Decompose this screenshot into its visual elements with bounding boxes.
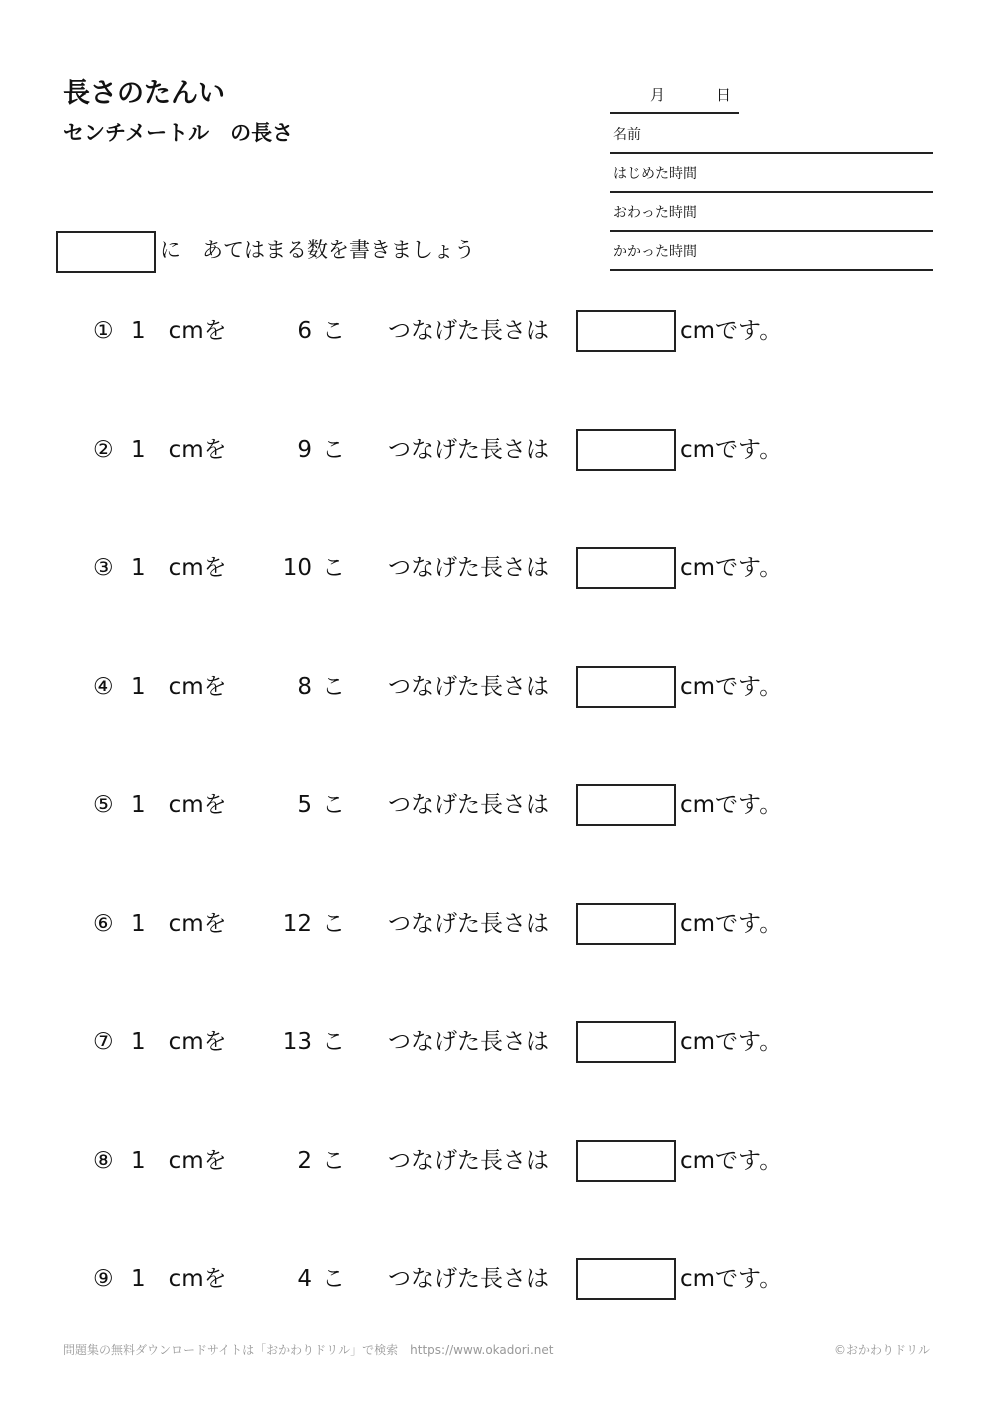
name-field [610, 114, 933, 154]
end-time-label: おわった時間 [613, 205, 697, 221]
problem-row [0, 666, 1000, 708]
answer-box[interactable] [576, 310, 676, 352]
elapsed-time-label: かかった時間 [613, 244, 697, 260]
problem-count: 5 [297, 792, 312, 818]
problem-number: ⑦ [93, 1029, 114, 1055]
answer-box[interactable] [576, 784, 676, 826]
problem-base-unit: 1 cmを [131, 437, 227, 463]
problem-unit: cmです。 [680, 1029, 783, 1055]
problem-unit: cmです。 [680, 437, 783, 463]
answer-box[interactable] [576, 1021, 676, 1063]
problem-text: つなげた長さは [388, 1148, 549, 1174]
answer-box[interactable] [576, 666, 676, 708]
problem-number: ⑤ [93, 792, 114, 818]
problem-row [0, 1258, 1000, 1300]
date-field [610, 80, 739, 114]
problem-number: ③ [93, 555, 114, 581]
problem-count: 10 [282, 555, 312, 581]
problem-counter-word: こ [322, 911, 345, 937]
answer-box[interactable] [576, 1140, 676, 1182]
problem-counter-word: こ [322, 792, 345, 818]
day-label: 日 [716, 86, 732, 104]
instruction-text: に あてはまる数を書きましょう [160, 238, 475, 262]
problem-unit: cmです。 [680, 1148, 783, 1174]
problem-text: つなげた長さは [388, 1266, 549, 1292]
problem-number: ⑨ [93, 1266, 114, 1292]
problem-counter-word: こ [322, 674, 345, 700]
problem-row [0, 784, 1000, 826]
problem-unit: cmです。 [680, 792, 783, 818]
start-time-field [610, 153, 933, 193]
problem-text: つなげた長さは [388, 911, 549, 937]
problem-unit: cmです。 [680, 674, 783, 700]
problem-base-unit: 1 cmを [131, 1266, 227, 1292]
example-answer-box [56, 231, 156, 273]
problem-count: 4 [297, 1266, 312, 1292]
problem-unit: cmです。 [680, 555, 783, 581]
problem-text: つなげた長さは [388, 792, 549, 818]
worksheet-subtitle: センチメートル の長さ [63, 121, 294, 145]
problem-base-unit: 1 cmを [131, 792, 227, 818]
problem-base-unit: 1 cmを [131, 1148, 227, 1174]
problem-row [0, 903, 1000, 945]
problem-counter-word: こ [322, 555, 345, 581]
name-label: 名前 [613, 127, 641, 143]
problem-text: つなげた長さは [388, 318, 549, 344]
problem-count: 9 [297, 437, 312, 463]
problem-counter-word: こ [322, 318, 345, 344]
problem-base-unit: 1 cmを [131, 555, 227, 581]
answer-box[interactable] [576, 547, 676, 589]
problem-row [0, 1140, 1000, 1182]
start-time-label: はじめた時間 [613, 166, 697, 182]
problem-text: つなげた長さは [388, 1029, 549, 1055]
problem-number: ④ [93, 674, 114, 700]
problem-number: ⑧ [93, 1148, 114, 1174]
problem-counter-word: こ [322, 1029, 345, 1055]
footer-site-note: 問題集の無料ダウンロードサイトは「おかわりドリル」で検索 https://www.okadori.net [63, 1343, 554, 1357]
elapsed-time-field [610, 231, 933, 271]
problem-count: 6 [297, 318, 312, 344]
problem-unit: cmです。 [680, 318, 783, 344]
problem-count: 12 [282, 911, 312, 937]
footer-copyright: ©おかわりドリル [833, 1343, 930, 1357]
worksheet-title: 長さのたんい [63, 78, 225, 109]
problem-row [0, 547, 1000, 589]
problem-count: 2 [297, 1148, 312, 1174]
problem-count: 8 [297, 674, 312, 700]
month-label: 月 [650, 86, 666, 104]
answer-box[interactable] [576, 1258, 676, 1300]
problem-base-unit: 1 cmを [131, 318, 227, 344]
problem-count: 13 [282, 1029, 312, 1055]
end-time-field [610, 192, 933, 232]
problem-row [0, 310, 1000, 352]
problem-base-unit: 1 cmを [131, 1029, 227, 1055]
problem-number: ② [93, 437, 114, 463]
problem-unit: cmです。 [680, 1266, 783, 1292]
problem-text: つなげた長さは [388, 555, 549, 581]
problem-row [0, 1021, 1000, 1063]
problem-base-unit: 1 cmを [131, 911, 227, 937]
problem-number: ① [93, 318, 114, 344]
problem-row [0, 429, 1000, 471]
problem-counter-word: こ [322, 1148, 345, 1174]
problem-counter-word: こ [322, 1266, 345, 1292]
problem-base-unit: 1 cmを [131, 674, 227, 700]
problem-text: つなげた長さは [388, 437, 549, 463]
problem-counter-word: こ [322, 437, 345, 463]
answer-box[interactable] [576, 429, 676, 471]
problem-number: ⑥ [93, 911, 114, 937]
problem-text: つなげた長さは [388, 674, 549, 700]
problem-unit: cmです。 [680, 911, 783, 937]
answer-box[interactable] [576, 903, 676, 945]
